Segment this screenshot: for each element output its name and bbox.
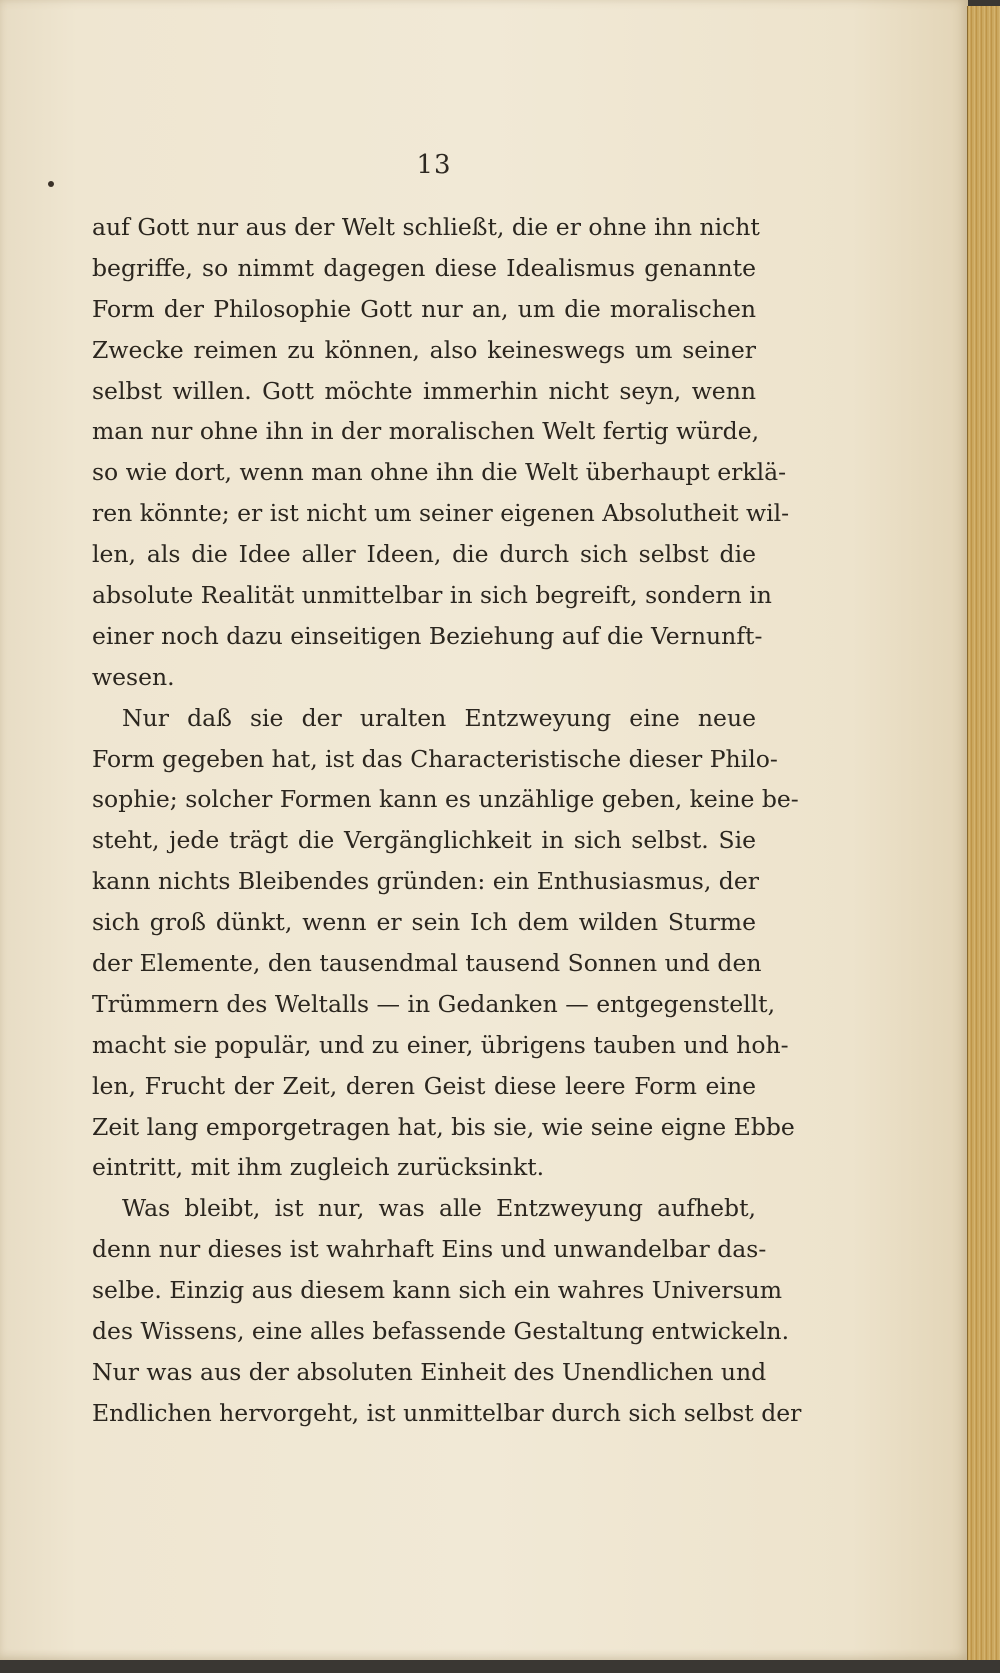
text-line: wesen.	[92, 662, 175, 691]
text-line: selbst willen. Gott möchte immerhin nicht seyn, wenn	[92, 376, 756, 405]
text-line: macht sie populär, und zu einer, übrigens tauben und hoh-	[92, 1030, 789, 1059]
text-line: Form der Philosophie Gott nur an, um die moralischen	[92, 294, 756, 323]
text-line: Zeit lang emporgetragen hat, bis sie, wie seine eigne Ebbe	[92, 1112, 795, 1141]
text-line: eintritt, mit ihm zugleich zurücksinkt.	[92, 1153, 545, 1182]
text-line: so wie dort, wenn man ohne ihn die Welt überhaupt erklä-	[92, 458, 787, 487]
text-line: Nur daß sie der uralten Entzweyung eine neue	[122, 703, 756, 732]
text-line: steht, jede trägt die Vergänglichkeit in sich selbst. Sie	[92, 826, 756, 855]
text-line: der Elemente, den tausendmal tausend Sonnen und den	[92, 949, 762, 978]
text-line: denn nur dieses ist wahrhaft Eins und unwandelbar das-	[92, 1235, 767, 1264]
text-line: man nur ohne ihn in der moralischen Welt fertig würde,	[92, 417, 760, 446]
text-line: sich groß dünkt, wenn er sein Ich dem wilden Sturme	[92, 908, 756, 937]
text-line: des Wissens, eine alles befassende Gestaltung entwickeln.	[92, 1317, 790, 1346]
text-line: len, als die Idee aller Ideen, die durch sich selbst die	[92, 540, 756, 569]
text-line: Endlichen hervorgeht, ist unmittelbar durch sich selbst der	[92, 1398, 802, 1427]
book-fore-edge	[967, 6, 1000, 1660]
text-line: selbe. Einzig aus diesem kann sich ein wahres Universum	[92, 1276, 783, 1305]
text-line: einer noch dazu einseitigen Beziehung auf die Vernunft-	[92, 621, 763, 650]
text-line: ren könnte; er ist nicht um seiner eigenen Absolutheit wil-	[92, 499, 790, 528]
page-number: 13	[416, 150, 452, 180]
text-line: Form gegeben hat, ist das Characteristische dieser Philo-	[92, 744, 778, 773]
text-line: Zwecke reimen zu können, also keineswegs um seiner	[92, 335, 756, 364]
text-line: auf Gott nur aus der Welt schließt, die er ohne ihn nicht	[92, 213, 760, 241]
text-line: kann nichts Bleibendes gründen: ein Enthusiasmus, der	[92, 867, 759, 896]
text-line: sophie; solcher Formen kann es unzählige geben, keine be-	[92, 785, 799, 814]
text-line: len, Frucht der Zeit, deren Geist diese leere Form eine	[92, 1071, 756, 1100]
text-line: Trümmern des Weltalls — in Gedanken — entgegenstellt,	[92, 989, 776, 1018]
ink-speck	[48, 181, 54, 187]
text-line: Was bleibt, ist nur, was alle Entzweyung aufhebt,	[122, 1194, 756, 1223]
body-text	[92, 207, 802, 1434]
text-line: begriffe, so nimmt dagegen diese Idealismus genannte	[92, 253, 756, 282]
text-line: Nur was aus der absoluten Einheit des Unendlichen und	[92, 1357, 767, 1386]
text-line: absolute Realität unmittelbar in sich begreift, sondern in	[92, 581, 772, 610]
